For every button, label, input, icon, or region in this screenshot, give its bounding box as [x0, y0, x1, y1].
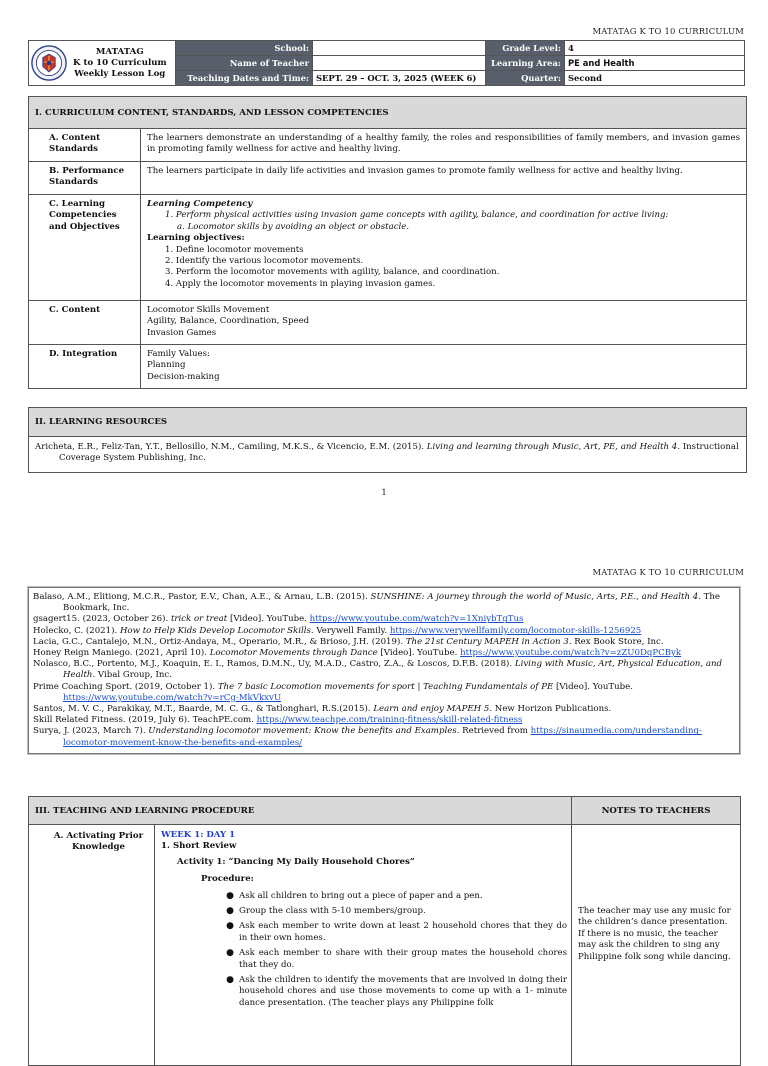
bullet-icon: ● — [226, 975, 234, 986]
page-number: 1 — [381, 487, 387, 497]
curriculum-header-page-2: MATATAG K TO 10 CURRICULUM — [592, 567, 744, 577]
content-text: Locomotor Skills Movement Agility, Balance, Coordination, Speed Invasion Games — [147, 305, 310, 338]
section-learning-resources — [28, 407, 747, 473]
bullet-icon: ● — [226, 906, 234, 917]
quarter-label: Quarter: — [486, 71, 565, 86]
content-standards-row — [29, 129, 746, 162]
reference-item: Santos, M. V. C., Parakikay, M.T., Baarde, M. C. G., & Tatlonghari, R.S.(2015). Learn and enjoy MAPEH 5. New Horizon Publications. — [33, 704, 612, 715]
school-label: School: — [176, 41, 313, 56]
competencies-content — [141, 195, 746, 300]
reference-item: gsagert15. (2023, October 26). trick or treat [Video]. YouTube. https://www.youtube.com/watch?v=1XniybTgTus — [33, 614, 524, 625]
content-standards-text: The learners demonstrate an understanding of a healthy family, the roles and responsibilities of family members, and invasion games in promoting family wellness for active and healthy living. — [147, 133, 740, 155]
objective-4: 4. Apply the locomotor movements in playing invasion games. — [165, 278, 436, 289]
bullet-icon: ● — [226, 921, 234, 932]
deped-seal-icon — [31, 45, 67, 81]
reference-item: Prime Coaching Sport. (2019, October 1). The 7 basic Locomotion movements for sport | Teaching Fundamentals of PE [Video]. YouTube. https://www.youtube.com/watch?v=rCg-MkVkxvU — [33, 681, 633, 703]
performance-standards-row — [29, 162, 746, 195]
procedure-step: ● Ask all children to bring out a piece of paper and a pen. — [221, 891, 567, 902]
section-2-title: II. LEARNING RESOURCES — [29, 408, 746, 437]
reference-link[interactable]: https://www.teachpe.com/training-fitness/skill-related-fitness — [256, 715, 523, 726]
reference-link[interactable]: https://www.youtube.com/watch?v=1XniybTgTus — [309, 614, 524, 625]
school-value — [313, 41, 486, 56]
reference-item: Nolasco, B.C., Portento, M.J., Koaquin, E. I., Ramos, D.M.N., Uy, M.A.D., Castro, Z.A., & Loscos, D.F.B. (2018). Living with Music, Art, Physical Education, and Health. Vibal Group, Inc. — [33, 659, 723, 681]
reference-item: Lacia, G.C., Cantalejo, M.N., Ortiz-Andaya, M., Operario, M.R., & Brioso, J.H. (2019). The 21st Century MAPEH in Action 3. Rex Book Store, Inc. — [33, 636, 664, 647]
procedure-step: ● Ask each member to share with their group mates the household chores that they do. — [221, 948, 567, 971]
procedure-content — [155, 825, 572, 1065]
reference-item: Balaso, A.M., Elitiong, M.C.R., Pastor, E.V., Chan, A.E., & Arnau, L.B. (2015). SUNSHINE: A journey through the world of Music, Arts, P.E., and Health 4. The Bookmark, Inc. — [33, 592, 721, 614]
grade-label: Grade Level: — [486, 41, 565, 56]
learning-competency-title: Learning Competency — [147, 199, 253, 209]
competencies-label: C. Learning Competencies and Objectives — [29, 195, 141, 300]
bullet-icon: ● — [226, 890, 234, 901]
section-1-title: I. CURRICULUM CONTENT, STANDARDS, AND LESSON COMPETENCIES — [29, 97, 746, 129]
notes-to-teachers-title: NOTES TO TEACHERS — [601, 805, 711, 816]
logo-title: MATATAG K to 10 Curriculum Weekly Lesson Log — [73, 46, 167, 79]
section-teaching-procedure — [28, 796, 741, 1066]
activity-title: Activity 1: “Dancing My Daily Household Chores” — [177, 856, 415, 867]
procedure-step: ● Ask the children to identify the movements that are involved in doing their household chores and use those movements to come up with a 1- minute dance presentation. (The teacher plays any Philippine folk — [221, 975, 567, 1009]
objective-3: 3. Perform the locomotor movements with agility, balance, and coordination. — [165, 267, 500, 278]
integration-row — [29, 345, 746, 388]
procedure-step: ● Ask each member to write down at least 2 household chores that they do in their own homes. — [221, 921, 567, 944]
performance-standards-label: B. Performance Standards — [29, 162, 141, 194]
content-row — [29, 301, 746, 345]
reference-link[interactable]: https://www.youtube.com/watch?v=zZU0DqPCByk — [460, 648, 682, 659]
teacher-value — [313, 56, 486, 71]
procedure-step: ● Group the class with 5-10 members/group. — [221, 906, 567, 917]
references-box — [28, 587, 740, 754]
reference-link[interactable]: https://www.verywellfamily.com/locomotor-skills-1256925 — [389, 625, 642, 636]
dates-label: Teaching Dates and Time: — [176, 71, 313, 86]
competency-1a: a. Locomotor skills by avoiding an object or obstacle. — [177, 221, 410, 232]
learning-resource-ref: Aricheta, E.R., Feliz-Tan, Y.T., Bellosillo, N.M., Camiling, M.K.S., & Vicencio, E.M. (2015). Living and learning through Music, Art, PE, and Health 4. Instructional Coverage System Publishing, Inc. — [35, 442, 739, 464]
grade-value: 4 — [565, 41, 745, 56]
teacher-label: Name of Teacher — [176, 56, 313, 71]
dates-value: SEPT. 29 – OCT. 3, 2025 (WEEK 6) — [313, 71, 486, 86]
section-curriculum-content — [28, 96, 747, 389]
bullet-icon: ● — [226, 948, 234, 959]
objective-1: 1. Define locomotor movements — [165, 244, 304, 255]
reference-link[interactable]: https://sinaumedia.com/understanding-locomotor-movement-know-the-benefits-and-examples/ — [63, 726, 702, 748]
competencies-row — [29, 195, 746, 301]
integration-label: D. Integration — [29, 345, 141, 388]
content-standards-label: A. Content Standards — [29, 129, 141, 161]
content-label: C. Content — [29, 301, 141, 344]
reference-item: Holecko, C. (2021). How to Help Kids Develop Locomotor Skills. Verywell Family. https://www.verywellfamily.com/locomotor-skills-1256925 — [33, 625, 642, 636]
area-value: PE and Health — [565, 56, 745, 71]
curriculum-header: MATATAG K TO 10 CURRICULUM — [592, 26, 744, 36]
objectives-title: Learning objectives: — [147, 233, 245, 244]
reference-link[interactable]: https://www.youtube.com/watch?v=rCg-MkVkxvU — [63, 692, 282, 703]
logo-cell — [29, 41, 176, 86]
competency-1: 1. Perform physical activities using invasion game concepts with agility, balance, and coordination for active living: — [165, 210, 669, 221]
short-review-heading: 1. Short Review — [161, 841, 237, 852]
activating-prior-knowledge-row — [29, 825, 740, 1065]
reference-item: Honey Reign Maniego. (2021, April 10). Locomotor Movements through Dance [Video]. YouTube. https://www.youtube.com/watch?v=zZU0DqPCByk — [33, 648, 682, 659]
lesson-log-header-table — [28, 40, 745, 86]
section-3-title: III. TEACHING AND LEARNING PROCEDURE — [29, 797, 572, 824]
procedure-label: Procedure: — [201, 874, 254, 885]
procedure-header-row — [29, 797, 740, 825]
activating-prior-knowledge-label: A. Activating Prior Knowledge — [29, 825, 155, 1065]
objective-2: 2. Identify the various locomotor movements. — [165, 256, 364, 267]
quarter-value: Second — [565, 71, 745, 86]
reference-item: Surya, J. (2023, March 7). Understanding locomotor movement: Know the benefits and Examples. Retrieved from https://sinaumedia.com/understanding-locomotor-movement-know-the-benefits-and-examples/ — [33, 726, 702, 748]
day-heading: WEEK 1: DAY 1 — [161, 830, 236, 840]
performance-standards-text: The learners participate in daily life activities and invasion games to promote family wellness for active and healthy living. — [147, 166, 683, 176]
area-label: Learning Area: — [486, 56, 565, 71]
teacher-note: The teacher may use any music for the children’s dance presentation. If there is no music, the teacher may ask the children to sing any Philippine folk song while dancing. — [578, 906, 731, 962]
integration-text: Family Values: Planning Decision-making — [147, 349, 220, 382]
reference-item: Skill Related Fitness. (2019, July 6). TeachPE.com. https://www.teachpe.com/training-fitness/skill-related-fitness — [33, 715, 523, 726]
